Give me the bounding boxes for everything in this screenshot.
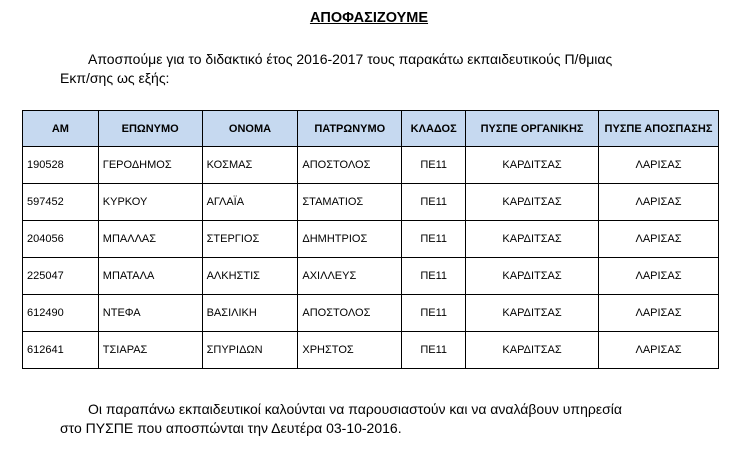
table-row	[23, 258, 719, 295]
cell-father-name: ΧΡΗΣΤΟΣ	[298, 332, 402, 369]
cell-father-name: ΑΠΟΣΤΟΛΟΣ	[298, 295, 402, 332]
table-row	[23, 184, 719, 221]
cell-am: 612490	[23, 295, 99, 332]
cell-branch: ΠΕ11	[402, 332, 466, 369]
closing-line-2: στο ΠΥΣΠΕ που αποσπώνται την Δευτέρα 03-10-2016.	[60, 420, 402, 436]
cell-pyspe-organic: ΚΑΡΔΙΤΣΑΣ	[466, 258, 599, 295]
cell-surname: ΓΕΡΟΔΗΜΟΣ	[98, 147, 202, 184]
cell-pyspe-secondment: ΛΑΡΙΣΑΣ	[598, 258, 718, 295]
header-surname: ΕΠΩΝΥΜΟ	[98, 111, 202, 147]
cell-pyspe-secondment: ΛΑΡΙΣΑΣ	[598, 295, 718, 332]
cell-pyspe-organic: ΚΑΡΔΙΤΣΑΣ	[466, 147, 599, 184]
table-row	[23, 332, 719, 369]
intro-line-2: Εκπ/σης ως εξής:	[60, 70, 170, 86]
cell-pyspe-organic: ΚΑΡΔΙΤΣΑΣ	[466, 332, 599, 369]
header-am: ΑΜ	[23, 111, 99, 147]
header-pyspe-secondment: ΠΥΣΠΕ ΑΠΟΣΠΑΣΗΣ	[598, 111, 718, 147]
cell-pyspe-secondment: ΛΑΡΙΣΑΣ	[598, 332, 718, 369]
cell-branch: ΠΕ11	[402, 184, 466, 221]
cell-name: ΣΠΥΡΙΔΩΝ	[202, 332, 298, 369]
cell-branch: ΠΕ11	[402, 295, 466, 332]
table-header-row	[23, 111, 719, 147]
cell-surname: ΜΠΑΤΑΛΑ	[98, 258, 202, 295]
header-father-name: ΠΑΤΡΩΝΥΜΟ	[298, 111, 402, 147]
header-branch: ΚΛΑΔΟΣ	[402, 111, 466, 147]
header-name: ΟΝΟΜΑ	[202, 111, 298, 147]
table-row	[23, 295, 719, 332]
cell-am: 612641	[23, 332, 99, 369]
header-pyspe-organic: ΠΥΣΠΕ ΟΡΓΑΝΙΚΗΣ	[466, 111, 599, 147]
cell-pyspe-secondment: ΛΑΡΙΣΑΣ	[598, 147, 718, 184]
cell-name: ΑΓΛΑΪΑ	[202, 184, 298, 221]
cell-am: 225047	[23, 258, 99, 295]
cell-pyspe-organic: ΚΑΡΔΙΤΣΑΣ	[466, 295, 599, 332]
cell-am: 597452	[23, 184, 99, 221]
cell-branch: ΠΕ11	[402, 147, 466, 184]
cell-father-name: ΑΧΙΛΛΕΥΣ	[298, 258, 402, 295]
cell-father-name: ΑΠΟΣΤΟΛΟΣ	[298, 147, 402, 184]
intro-line-1: Αποσπούμε για το διδακτικό έτος 2016-2017 τους παρακάτω εκπαιδευτικούς Π/θμιας	[88, 51, 613, 67]
cell-pyspe-secondment: ΛΑΡΙΣΑΣ	[598, 184, 718, 221]
closing-line-1: Οι παραπάνω εκπαιδευτικοί καλούνται να παρουσιαστούν και να αναλάβουν υπηρεσία	[88, 401, 622, 417]
cell-name: ΑΛΚΗΣΤΙΣ	[202, 258, 298, 295]
cell-name: ΒΑΣΙΛΙΚΗ	[202, 295, 298, 332]
page-title: ΑΠΟΦΑΣΙΖΟΥΜΕ	[309, 10, 429, 26]
cell-branch: ΠΕ11	[402, 258, 466, 295]
cell-surname: ΝΤΕΦΑ	[98, 295, 202, 332]
cell-father-name: ΔΗΜΗΤΡΙΟΣ	[298, 221, 402, 258]
table-row	[23, 147, 719, 184]
cell-pyspe-organic: ΚΑΡΔΙΤΣΑΣ	[466, 221, 599, 258]
cell-am: 190528	[23, 147, 99, 184]
table-row	[23, 221, 719, 258]
cell-pyspe-secondment: ΛΑΡΙΣΑΣ	[598, 221, 718, 258]
cell-am: 204056	[23, 221, 99, 258]
cell-surname: ΚΥΡΚΟΥ	[98, 184, 202, 221]
secondment-table	[22, 110, 719, 369]
cell-name: ΣΤΕΡΓΙΟΣ	[202, 221, 298, 258]
cell-branch: ΠΕ11	[402, 221, 466, 258]
cell-father-name: ΣΤΑΜΑΤΙΟΣ	[298, 184, 402, 221]
cell-pyspe-organic: ΚΑΡΔΙΤΣΑΣ	[466, 184, 599, 221]
cell-surname: ΤΣΙΑΡΑΣ	[98, 332, 202, 369]
cell-name: ΚΟΣΜΑΣ	[202, 147, 298, 184]
cell-surname: ΜΠΑΛΛΑΣ	[98, 221, 202, 258]
